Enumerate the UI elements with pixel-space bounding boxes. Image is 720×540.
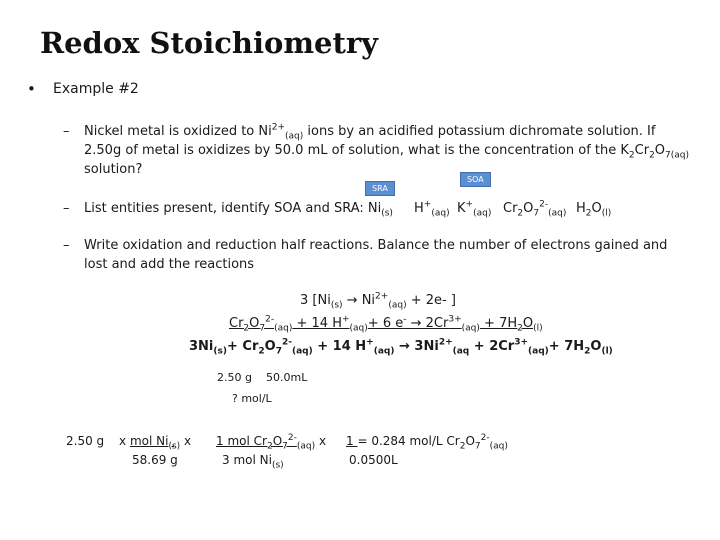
calc-factor-1-bottom: 58.69 g: [132, 453, 178, 467]
dash-3: –: [63, 238, 70, 253]
net-equation: $3Ni_{(s)}+ Cr_2O_7^{2-}_{(aq)} + 14$ $H^+_{(aq)} \to 3Ni^{2+}_{(aq} + 2Cr^{3+}_{(aq)}+ 7H_2O_{(l)}$: [189, 337, 613, 357]
dash-2: –: [63, 201, 70, 216]
problem-line-2: 2.50g of metal is oxidizes by 50.0 mL of solution, what is the concentration of the $K_2Cr_2O_{7(aq)}$: [84, 143, 690, 161]
reduction-equation: $Cr_2O_7^{2-}_{(aq)} + 14$ $H^+_{(aq)}+ 6$ $e^- \to 2Cr^{3+}_{(aq)} + 7H_2O_{(l)}$: [229, 314, 543, 334]
sra-tag: SRA: [365, 181, 395, 196]
species-k: $K^+_{(aq)}$: [457, 199, 492, 219]
given-volume: 50.0mL: [266, 371, 308, 384]
write-line-2: lost and add the reactions: [84, 257, 255, 272]
given-mass: 2.50 g: [217, 371, 252, 384]
bullet: •: [27, 80, 36, 98]
species-h: $H^+_{(aq)}$: [414, 199, 450, 219]
calc-factor-1-top: x mol $Ni_{(s)}$ x: [119, 434, 192, 452]
unknown-concentration: ? mol/L: [232, 392, 272, 405]
oxidation-equation: 3 [$Ni_{(s)} \to Ni^{2+}_{(aq)} + 2e-$ ]: [300, 291, 456, 311]
problem-line-1: Nickel metal is oxidized to $Ni^{2+}_{(aq)}$ ions by an acidified potassium dichromate solution. If: [84, 122, 656, 142]
list-line: List entities present, identify SOA and SRA: $Ni_{(s)}$: [84, 201, 393, 219]
calc-factor-2-bottom: 3 mol $Ni_{(s)}$: [222, 453, 284, 471]
soa-tag: SOA: [460, 172, 491, 187]
write-line-1: Write oxidation and reduction half reactions. Balance the number of electrons gained and: [84, 238, 668, 253]
calc-result: 1 = 0.284 mol/L $Cr_2O_7^{2-}_{(aq)}$: [346, 433, 508, 452]
calc-start: 2.50 g: [66, 434, 105, 448]
problem-line-3: solution?: [84, 162, 143, 177]
dash-1: –: [63, 124, 70, 139]
species-water: $H_2O_{(l)}$: [576, 201, 612, 219]
calc-factor-2-top: 1 mol $Cr_2O_7^{2-}_{(aq)}$ x: [216, 433, 327, 452]
species-dichromate: $Cr_2O_7^{2-}_{(aq)}$: [503, 199, 567, 219]
calc-factor-3-bottom: 0.0500L: [349, 453, 398, 467]
example-heading: Example #2: [53, 81, 139, 97]
page-title: Redox Stoichiometry: [40, 26, 379, 60]
